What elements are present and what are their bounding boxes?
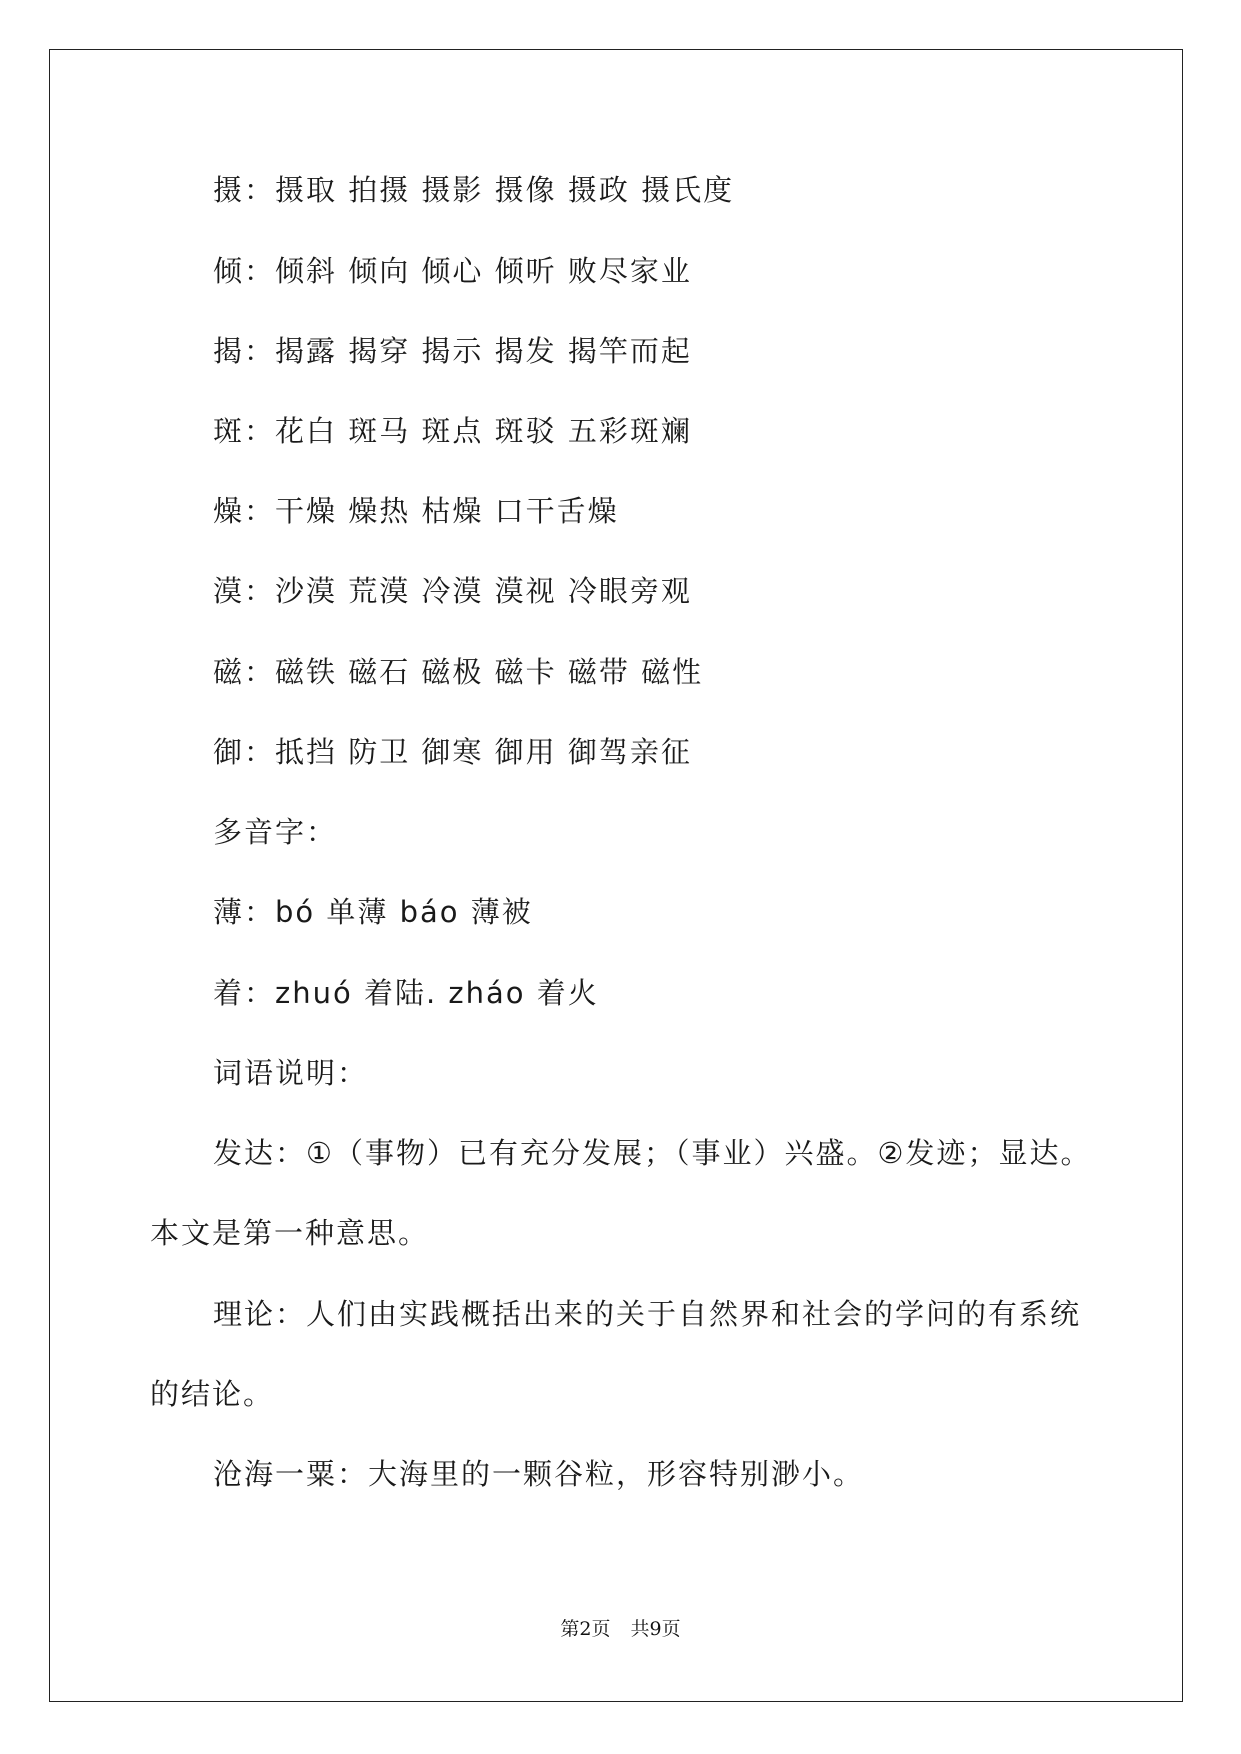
definition-canghaiyisu: 沧海一粟：大海里的一颗谷粒，形容特别渺小。	[213, 1457, 865, 1491]
vocab-line-qing: 倾：倾斜 倾向 倾心 倾听 败尽家业	[213, 254, 692, 288]
definition-lilun: 理论：人们由实践概括出来的关于自然界和社会的学问的有系统	[213, 1297, 1082, 1331]
section-heading-definitions: 词语说明：	[213, 1056, 369, 1090]
definition-fada-continued: 本文是第一种意思。	[150, 1216, 430, 1250]
polyphone-line-zhao: 着：zhuó 着陆. zháo 着火	[213, 976, 599, 1010]
vocab-line-mo: 漠：沙漠 荒漠 冷漠 漠视 冷眼旁观	[213, 574, 692, 608]
vocab-line-she: 摄：摄取 拍摄 摄影 摄像 摄政 摄氏度	[213, 173, 735, 207]
vocab-line-yu: 御：抵挡 防卫 御寒 御用 御驾亲征	[213, 735, 692, 769]
vocab-line-ban: 斑：花白 斑马 斑点 斑驳 五彩斑斓	[213, 414, 692, 448]
definition-lilun-continued: 的结论。	[150, 1377, 275, 1411]
page-number-footer: 第2页 共9页	[560, 1618, 681, 1640]
section-heading-polyphones: 多音字：	[213, 815, 338, 849]
vocab-line-zao: 燥：干燥 燥热 枯燥 口干舌燥	[213, 494, 619, 528]
polyphone-line-bao: 薄：bó 单薄 báo 薄被	[213, 895, 533, 929]
vocab-line-jie: 揭：揭露 揭穿 揭示 揭发 揭竿而起	[213, 334, 692, 368]
vocab-line-ci: 磁：磁铁 磁石 磁极 磁卡 磁带 磁性	[213, 655, 704, 689]
definition-fada: 发达：①（事物）已有充分发展；（事业）兴盛。②发迹；显达。	[213, 1136, 1092, 1170]
